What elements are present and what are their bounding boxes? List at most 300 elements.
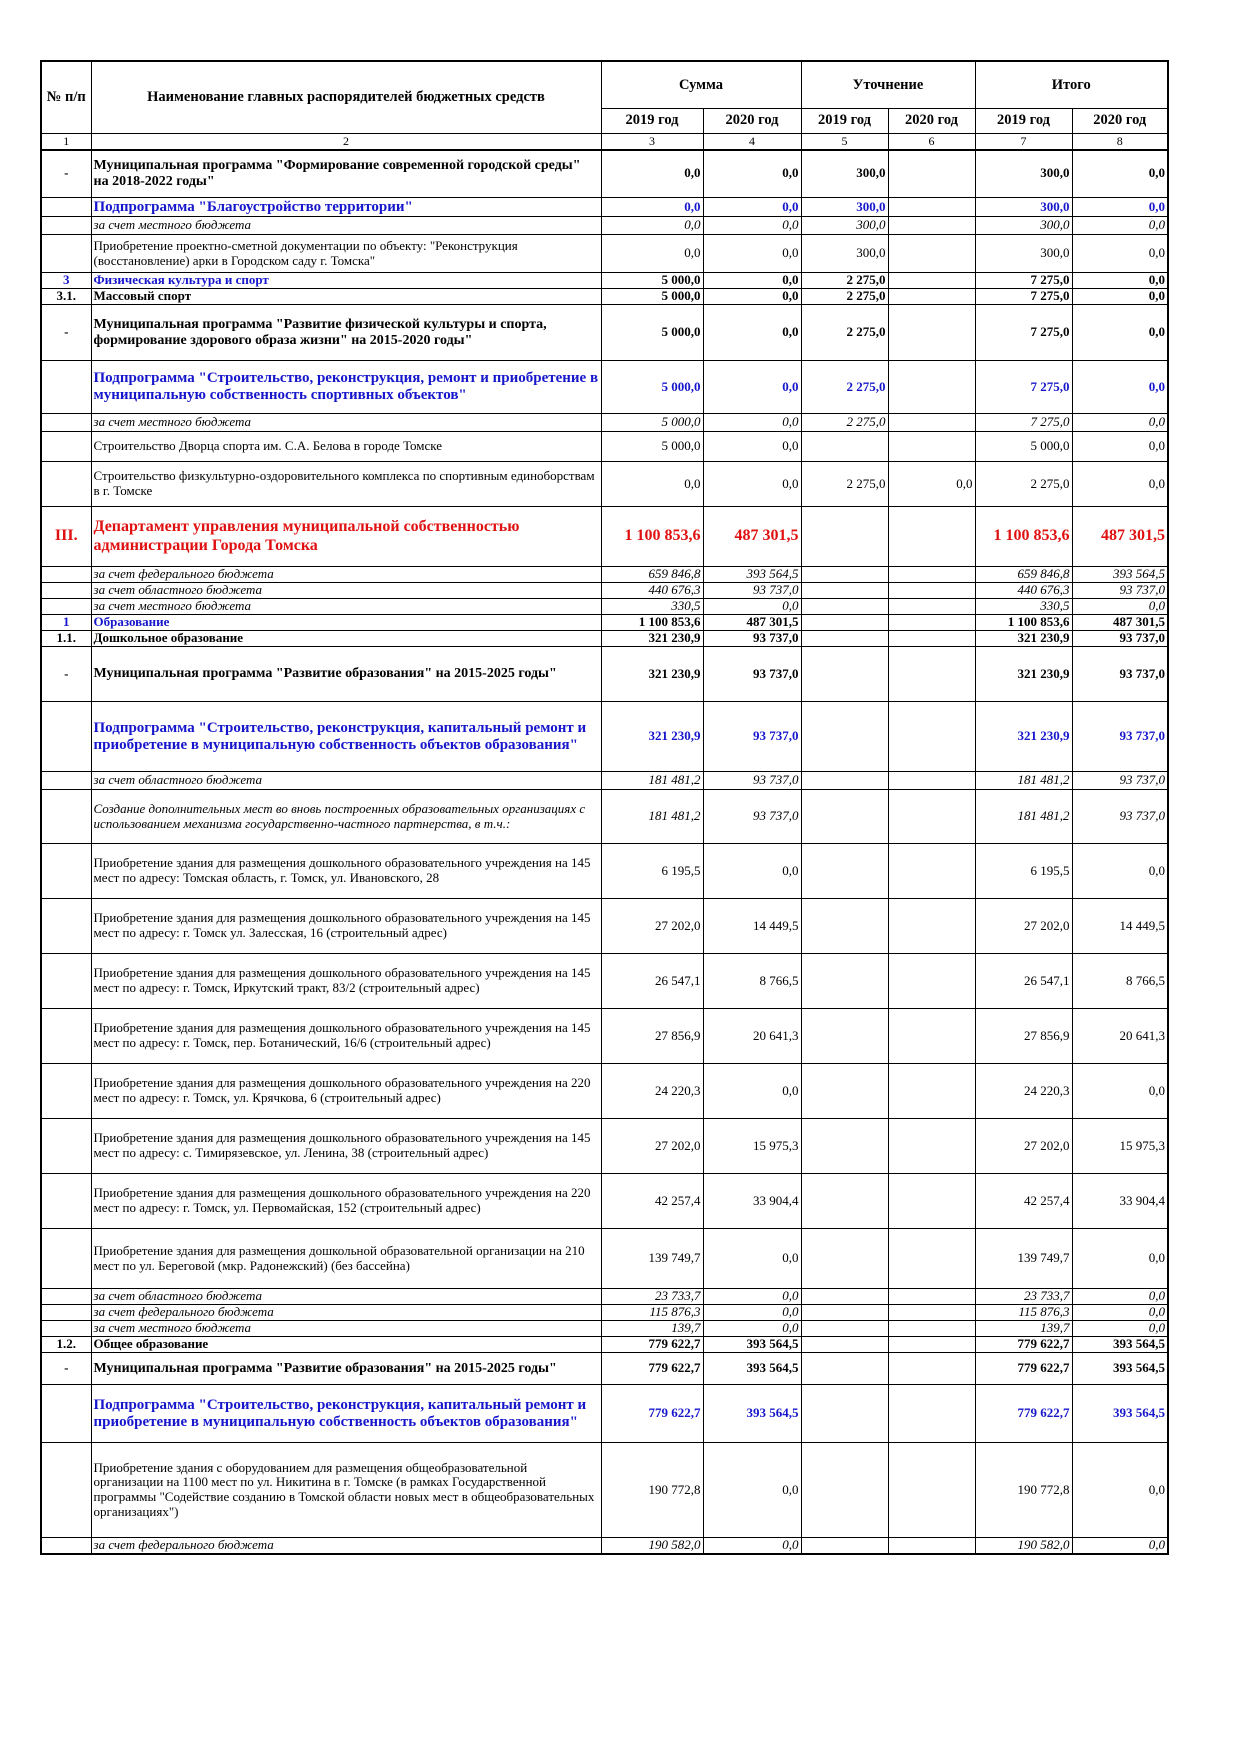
value-sum-2019: 1 100 853,6 bbox=[601, 615, 703, 631]
row-name: Массовый спорт bbox=[91, 289, 601, 305]
value-sum-2020: 0,0 bbox=[703, 150, 801, 198]
row-number bbox=[41, 599, 91, 615]
row-name: Приобретение проектно-сметной документации по объекту: "Реконструкция (восстановление) арки в Городском саду г. Томска" bbox=[91, 235, 601, 273]
value-total-2019: 190 772,8 bbox=[975, 1443, 1072, 1538]
value-sum-2020: 93 737,0 bbox=[703, 702, 801, 772]
value-adj-2019: 2 275,0 bbox=[801, 462, 888, 507]
table-row bbox=[41, 631, 1168, 647]
row-number: 3.1. bbox=[41, 289, 91, 305]
value-total-2019: 27 202,0 bbox=[975, 1119, 1072, 1174]
value-total-2019: 181 481,2 bbox=[975, 790, 1072, 844]
row-number: 1.1. bbox=[41, 631, 91, 647]
value-sum-2020: 0,0 bbox=[703, 462, 801, 507]
value-sum-2019: 5 000,0 bbox=[601, 273, 703, 289]
value-adj-2019: 300,0 bbox=[801, 150, 888, 198]
row-number bbox=[41, 235, 91, 273]
value-sum-2019: 5 000,0 bbox=[601, 361, 703, 414]
row-name: Приобретение здания для размещения дошкольной образовательной организации на 210 мест по ул. Береговой (мкр. Радонежский) (без бассейна) bbox=[91, 1229, 601, 1289]
value-adj-2019 bbox=[801, 1538, 888, 1554]
header-year: 2019 год bbox=[601, 108, 703, 133]
value-total-2020: 15 975,3 bbox=[1072, 1119, 1168, 1174]
row-number bbox=[41, 1538, 91, 1554]
value-total-2020: 0,0 bbox=[1072, 462, 1168, 507]
value-adj-2019 bbox=[801, 1289, 888, 1305]
row-name: за счет федерального бюджета bbox=[91, 1538, 601, 1554]
value-adj-2020 bbox=[888, 631, 975, 647]
row-name: за счет местного бюджета bbox=[91, 1321, 601, 1337]
table-header bbox=[41, 61, 1168, 150]
table-row bbox=[41, 305, 1168, 361]
table-row bbox=[41, 414, 1168, 432]
value-adj-2020 bbox=[888, 1353, 975, 1385]
value-sum-2019: 0,0 bbox=[601, 198, 703, 217]
row-number bbox=[41, 217, 91, 235]
table-row bbox=[41, 1321, 1168, 1337]
row-name: Строительство физкультурно-оздоровительного комплекса по спортивным единоборствам в г. Томске bbox=[91, 462, 601, 507]
column-number: 3 bbox=[601, 133, 703, 150]
value-sum-2020: 0,0 bbox=[703, 1305, 801, 1321]
value-total-2019: 1 100 853,6 bbox=[975, 507, 1072, 567]
value-adj-2020 bbox=[888, 432, 975, 462]
row-number: 1 bbox=[41, 615, 91, 631]
table-row bbox=[41, 1385, 1168, 1443]
value-sum-2020: 0,0 bbox=[703, 1321, 801, 1337]
value-sum-2020: 15 975,3 bbox=[703, 1119, 801, 1174]
value-sum-2020: 0,0 bbox=[703, 217, 801, 235]
value-total-2020: 393 564,5 bbox=[1072, 567, 1168, 583]
table-row bbox=[41, 1229, 1168, 1289]
value-sum-2020: 93 737,0 bbox=[703, 631, 801, 647]
value-sum-2020: 0,0 bbox=[703, 235, 801, 273]
value-sum-2019: 6 195,5 bbox=[601, 844, 703, 899]
value-total-2020: 0,0 bbox=[1072, 289, 1168, 305]
row-name: за счет областного бюджета bbox=[91, 583, 601, 599]
table-row bbox=[41, 1305, 1168, 1321]
value-sum-2020: 0,0 bbox=[703, 1443, 801, 1538]
row-number: 3 bbox=[41, 273, 91, 289]
table-row bbox=[41, 567, 1168, 583]
value-total-2020: 0,0 bbox=[1072, 1305, 1168, 1321]
value-sum-2019: 440 676,3 bbox=[601, 583, 703, 599]
value-adj-2020 bbox=[888, 599, 975, 615]
table-row bbox=[41, 772, 1168, 790]
value-adj-2020 bbox=[888, 772, 975, 790]
value-adj-2020 bbox=[888, 273, 975, 289]
value-total-2020: 0,0 bbox=[1072, 1538, 1168, 1554]
table-row bbox=[41, 615, 1168, 631]
value-adj-2020 bbox=[888, 289, 975, 305]
value-adj-2020 bbox=[888, 1305, 975, 1321]
value-sum-2020: 0,0 bbox=[703, 1064, 801, 1119]
value-adj-2019 bbox=[801, 507, 888, 567]
value-sum-2019: 5 000,0 bbox=[601, 305, 703, 361]
value-adj-2019 bbox=[801, 702, 888, 772]
value-total-2019: 300,0 bbox=[975, 150, 1072, 198]
table-row bbox=[41, 599, 1168, 615]
value-sum-2020: 33 904,4 bbox=[703, 1174, 801, 1229]
table-row bbox=[41, 583, 1168, 599]
value-sum-2020: 0,0 bbox=[703, 289, 801, 305]
value-total-2020: 0,0 bbox=[1072, 1064, 1168, 1119]
value-sum-2019: 5 000,0 bbox=[601, 289, 703, 305]
value-sum-2019: 1 100 853,6 bbox=[601, 507, 703, 567]
value-sum-2020: 487 301,5 bbox=[703, 507, 801, 567]
table-row bbox=[41, 235, 1168, 273]
row-name: за счет областного бюджета bbox=[91, 772, 601, 790]
table-row bbox=[41, 217, 1168, 235]
value-sum-2020: 487 301,5 bbox=[703, 615, 801, 631]
row-name: Муниципальная программа "Развитие физической культуры и спорта, формирование здорового образа жизни" на 2015-2020 годы" bbox=[91, 305, 601, 361]
table-row bbox=[41, 150, 1168, 198]
row-name: за счет местного бюджета bbox=[91, 414, 601, 432]
row-name: Приобретение здания для размещения дошкольного образовательного учреждения на 145 мест по адресу: с. Тимирязевское, ул. Ленина, 38 (строительный адрес) bbox=[91, 1119, 601, 1174]
row-number: - bbox=[41, 305, 91, 361]
value-adj-2020 bbox=[888, 1229, 975, 1289]
row-number bbox=[41, 462, 91, 507]
value-sum-2020: 0,0 bbox=[703, 414, 801, 432]
value-adj-2019 bbox=[801, 583, 888, 599]
value-adj-2020: 0,0 bbox=[888, 462, 975, 507]
value-total-2019: 1 100 853,6 bbox=[975, 615, 1072, 631]
value-total-2019: 181 481,2 bbox=[975, 772, 1072, 790]
value-total-2020: 0,0 bbox=[1072, 1321, 1168, 1337]
value-adj-2020 bbox=[888, 899, 975, 954]
value-adj-2019 bbox=[801, 647, 888, 702]
value-adj-2019 bbox=[801, 1174, 888, 1229]
value-sum-2019: 190 582,0 bbox=[601, 1538, 703, 1554]
value-sum-2020: 0,0 bbox=[703, 305, 801, 361]
value-total-2020: 0,0 bbox=[1072, 1443, 1168, 1538]
value-adj-2020 bbox=[888, 1321, 975, 1337]
value-adj-2020 bbox=[888, 414, 975, 432]
table-row bbox=[41, 1443, 1168, 1538]
value-adj-2020 bbox=[888, 198, 975, 217]
row-name: Строительство Дворца спорта им. С.А. Белова в городе Томске bbox=[91, 432, 601, 462]
value-total-2020: 14 449,5 bbox=[1072, 899, 1168, 954]
value-sum-2019: 659 846,8 bbox=[601, 567, 703, 583]
header-year: 2020 год bbox=[1072, 108, 1168, 133]
value-adj-2019 bbox=[801, 790, 888, 844]
value-sum-2019: 779 622,7 bbox=[601, 1337, 703, 1353]
value-adj-2019 bbox=[801, 1064, 888, 1119]
value-adj-2019 bbox=[801, 899, 888, 954]
table-row bbox=[41, 702, 1168, 772]
row-name: Дошкольное образование bbox=[91, 631, 601, 647]
row-number: III. bbox=[41, 507, 91, 567]
row-number bbox=[41, 583, 91, 599]
row-number: - bbox=[41, 150, 91, 198]
value-total-2019: 779 622,7 bbox=[975, 1337, 1072, 1353]
value-adj-2020 bbox=[888, 507, 975, 567]
value-total-2020: 0,0 bbox=[1072, 432, 1168, 462]
value-sum-2019: 5 000,0 bbox=[601, 432, 703, 462]
row-number bbox=[41, 899, 91, 954]
value-total-2019: 779 622,7 bbox=[975, 1353, 1072, 1385]
value-total-2019: 139 749,7 bbox=[975, 1229, 1072, 1289]
column-number: 1 bbox=[41, 133, 91, 150]
value-total-2019: 7 275,0 bbox=[975, 289, 1072, 305]
value-sum-2020: 0,0 bbox=[703, 1229, 801, 1289]
value-sum-2019: 181 481,2 bbox=[601, 790, 703, 844]
value-sum-2020: 0,0 bbox=[703, 1289, 801, 1305]
value-sum-2020: 393 564,5 bbox=[703, 1385, 801, 1443]
value-sum-2019: 321 230,9 bbox=[601, 647, 703, 702]
value-total-2020: 393 564,5 bbox=[1072, 1337, 1168, 1353]
value-total-2020: 0,0 bbox=[1072, 414, 1168, 432]
value-adj-2020 bbox=[888, 1119, 975, 1174]
value-adj-2020 bbox=[888, 1443, 975, 1538]
value-adj-2019 bbox=[801, 1385, 888, 1443]
row-number bbox=[41, 1229, 91, 1289]
table-row bbox=[41, 1064, 1168, 1119]
row-number bbox=[41, 954, 91, 1009]
value-sum-2020: 8 766,5 bbox=[703, 954, 801, 1009]
value-sum-2020: 93 737,0 bbox=[703, 790, 801, 844]
value-sum-2020: 20 641,3 bbox=[703, 1009, 801, 1064]
column-number: 7 bbox=[975, 133, 1072, 150]
row-number bbox=[41, 198, 91, 217]
value-total-2019: 5 000,0 bbox=[975, 432, 1072, 462]
value-total-2020: 0,0 bbox=[1072, 305, 1168, 361]
row-name: за счет местного бюджета bbox=[91, 599, 601, 615]
value-adj-2019 bbox=[801, 1321, 888, 1337]
row-number: 1.2. bbox=[41, 1337, 91, 1353]
value-sum-2020: 0,0 bbox=[703, 599, 801, 615]
value-adj-2020 bbox=[888, 583, 975, 599]
value-adj-2019 bbox=[801, 1009, 888, 1064]
row-name: Подпрограмма "Строительство, реконструкция, капитальный ремонт и приобретение в муниципальную собственность объектов образования" bbox=[91, 702, 601, 772]
value-sum-2020: 393 564,5 bbox=[703, 567, 801, 583]
value-adj-2020 bbox=[888, 954, 975, 1009]
value-total-2019: 139,7 bbox=[975, 1321, 1072, 1337]
value-sum-2020: 393 564,5 bbox=[703, 1353, 801, 1385]
value-adj-2019 bbox=[801, 631, 888, 647]
value-adj-2019: 300,0 bbox=[801, 217, 888, 235]
header-name: Наименование главных распорядителей бюджетных средств bbox=[91, 61, 601, 133]
value-total-2019: 27 856,9 bbox=[975, 1009, 1072, 1064]
value-total-2020: 93 737,0 bbox=[1072, 702, 1168, 772]
row-number bbox=[41, 1064, 91, 1119]
value-total-2020: 0,0 bbox=[1072, 235, 1168, 273]
value-sum-2019: 321 230,9 bbox=[601, 702, 703, 772]
value-sum-2019: 115 876,3 bbox=[601, 1305, 703, 1321]
row-name: Подпрограмма "Строительство, реконструкция, ремонт и приобретение в муниципальную собственность спортивных объектов" bbox=[91, 361, 601, 414]
value-total-2020: 8 766,5 bbox=[1072, 954, 1168, 1009]
row-number bbox=[41, 1321, 91, 1337]
value-total-2020: 0,0 bbox=[1072, 1289, 1168, 1305]
value-sum-2019: 321 230,9 bbox=[601, 631, 703, 647]
value-adj-2019 bbox=[801, 1337, 888, 1353]
value-total-2019: 659 846,8 bbox=[975, 567, 1072, 583]
value-total-2020: 487 301,5 bbox=[1072, 615, 1168, 631]
value-sum-2019: 139 749,7 bbox=[601, 1229, 703, 1289]
value-adj-2019 bbox=[801, 844, 888, 899]
row-name: Муниципальная программа "Развитие образования" на 2015-2025 годы" bbox=[91, 647, 601, 702]
row-name: за счет местного бюджета bbox=[91, 217, 601, 235]
value-adj-2019 bbox=[801, 1305, 888, 1321]
value-sum-2019: 27 856,9 bbox=[601, 1009, 703, 1064]
value-sum-2019: 139,7 bbox=[601, 1321, 703, 1337]
row-name: за счет федерального бюджета bbox=[91, 567, 601, 583]
row-number bbox=[41, 567, 91, 583]
budget-table bbox=[40, 60, 1169, 1555]
value-adj-2020 bbox=[888, 1337, 975, 1353]
table-body bbox=[41, 150, 1168, 1554]
row-name: Приобретение здания для размещения дошкольного образовательного учреждения на 145 мест по адресу: г. Томск, пер. Ботанический, 16/6 (строительный адрес) bbox=[91, 1009, 601, 1064]
header-year: 2020 год bbox=[888, 108, 975, 133]
value-total-2019: 24 220,3 bbox=[975, 1064, 1072, 1119]
value-total-2020: 93 737,0 bbox=[1072, 647, 1168, 702]
value-sum-2020: 93 737,0 bbox=[703, 647, 801, 702]
row-name: Муниципальная программа "Формирование современной городской среды" на 2018-2022 годы" bbox=[91, 150, 601, 198]
value-sum-2019: 0,0 bbox=[601, 235, 703, 273]
row-number bbox=[41, 790, 91, 844]
row-number bbox=[41, 432, 91, 462]
header-num: № п/п bbox=[41, 61, 91, 133]
value-sum-2019: 779 622,7 bbox=[601, 1385, 703, 1443]
row-number bbox=[41, 361, 91, 414]
row-number bbox=[41, 1289, 91, 1305]
row-number bbox=[41, 1385, 91, 1443]
value-total-2019: 321 230,9 bbox=[975, 702, 1072, 772]
value-sum-2019: 24 220,3 bbox=[601, 1064, 703, 1119]
value-sum-2020: 0,0 bbox=[703, 273, 801, 289]
value-total-2019: 2 275,0 bbox=[975, 462, 1072, 507]
value-sum-2020: 0,0 bbox=[703, 844, 801, 899]
value-total-2020: 33 904,4 bbox=[1072, 1174, 1168, 1229]
value-sum-2020: 393 564,5 bbox=[703, 1337, 801, 1353]
value-adj-2020 bbox=[888, 647, 975, 702]
value-sum-2020: 93 737,0 bbox=[703, 583, 801, 599]
value-adj-2019: 2 275,0 bbox=[801, 414, 888, 432]
row-name: Приобретение здания для размещения дошкольного образовательного учреждения на 145 мест по адресу: г. Томск, Иркутский тракт, 83/2 (строительный адрес) bbox=[91, 954, 601, 1009]
value-total-2020: 0,0 bbox=[1072, 273, 1168, 289]
value-sum-2019: 779 622,7 bbox=[601, 1353, 703, 1385]
value-adj-2019 bbox=[801, 615, 888, 631]
value-sum-2019: 5 000,0 bbox=[601, 414, 703, 432]
value-adj-2020 bbox=[888, 150, 975, 198]
row-name: за счет федерального бюджета bbox=[91, 1305, 601, 1321]
row-number bbox=[41, 844, 91, 899]
row-number: - bbox=[41, 647, 91, 702]
value-adj-2019 bbox=[801, 567, 888, 583]
row-number bbox=[41, 772, 91, 790]
value-total-2020: 0,0 bbox=[1072, 1229, 1168, 1289]
row-name: за счет областного бюджета bbox=[91, 1289, 601, 1305]
value-total-2019: 330,5 bbox=[975, 599, 1072, 615]
value-total-2020: 393 564,5 bbox=[1072, 1385, 1168, 1443]
column-number: 2 bbox=[91, 133, 601, 150]
value-adj-2019 bbox=[801, 1353, 888, 1385]
value-sum-2020: 14 449,5 bbox=[703, 899, 801, 954]
row-number bbox=[41, 414, 91, 432]
value-total-2019: 7 275,0 bbox=[975, 305, 1072, 361]
value-adj-2020 bbox=[888, 235, 975, 273]
table-row bbox=[41, 954, 1168, 1009]
table-row bbox=[41, 647, 1168, 702]
header-group-total: Итого bbox=[975, 61, 1168, 108]
value-adj-2019: 2 275,0 bbox=[801, 289, 888, 305]
value-total-2020: 93 737,0 bbox=[1072, 790, 1168, 844]
row-number bbox=[41, 1305, 91, 1321]
value-adj-2020 bbox=[888, 1064, 975, 1119]
row-number bbox=[41, 702, 91, 772]
row-number: - bbox=[41, 1353, 91, 1385]
value-total-2019: 300,0 bbox=[975, 198, 1072, 217]
row-name: Создание дополнительных мест во вновь построенных образовательных организациях с использованием механизма государственно-частного партнерства, в т.ч.: bbox=[91, 790, 601, 844]
header-group-sum: Сумма bbox=[601, 61, 801, 108]
value-sum-2019: 0,0 bbox=[601, 150, 703, 198]
row-name: Физическая культура и спорт bbox=[91, 273, 601, 289]
table-row bbox=[41, 1009, 1168, 1064]
value-adj-2019: 300,0 bbox=[801, 235, 888, 273]
row-number bbox=[41, 1009, 91, 1064]
value-sum-2019: 27 202,0 bbox=[601, 1119, 703, 1174]
value-adj-2020 bbox=[888, 615, 975, 631]
value-adj-2019: 300,0 bbox=[801, 198, 888, 217]
row-name: Приобретение здания для размещения дошкольного образовательного учреждения на 220 мест по адресу: г. Томск, ул. Крячкова, 6 (строительный адрес) bbox=[91, 1064, 601, 1119]
value-adj-2019: 2 275,0 bbox=[801, 305, 888, 361]
value-adj-2020 bbox=[888, 844, 975, 899]
value-adj-2019 bbox=[801, 1229, 888, 1289]
row-name: Общее образование bbox=[91, 1337, 601, 1353]
value-sum-2019: 330,5 bbox=[601, 599, 703, 615]
value-adj-2019 bbox=[801, 599, 888, 615]
value-adj-2020 bbox=[888, 361, 975, 414]
value-adj-2020 bbox=[888, 1009, 975, 1064]
value-adj-2020 bbox=[888, 1289, 975, 1305]
table-row bbox=[41, 1337, 1168, 1353]
value-total-2019: 115 876,3 bbox=[975, 1305, 1072, 1321]
table-row bbox=[41, 1289, 1168, 1305]
header-year: 2020 год bbox=[703, 108, 801, 133]
value-total-2020: 0,0 bbox=[1072, 198, 1168, 217]
table-row bbox=[41, 1353, 1168, 1385]
table-row bbox=[41, 899, 1168, 954]
value-total-2019: 7 275,0 bbox=[975, 273, 1072, 289]
row-name: Подпрограмма "Строительство, реконструкция, капитальный ремонт и приобретение в муниципальную собственность объектов образования" bbox=[91, 1385, 601, 1443]
header-year: 2019 год bbox=[801, 108, 888, 133]
value-adj-2019 bbox=[801, 772, 888, 790]
table-row bbox=[41, 462, 1168, 507]
value-sum-2020: 0,0 bbox=[703, 198, 801, 217]
value-total-2019: 440 676,3 bbox=[975, 583, 1072, 599]
value-total-2020: 93 737,0 bbox=[1072, 631, 1168, 647]
value-total-2019: 321 230,9 bbox=[975, 631, 1072, 647]
row-number bbox=[41, 1174, 91, 1229]
value-adj-2019 bbox=[801, 1119, 888, 1174]
value-sum-2019: 23 733,7 bbox=[601, 1289, 703, 1305]
table-row bbox=[41, 1119, 1168, 1174]
value-sum-2020: 93 737,0 bbox=[703, 772, 801, 790]
value-sum-2019: 27 202,0 bbox=[601, 899, 703, 954]
row-name: Приобретение здания для размещения дошкольного образовательного учреждения на 145 мест по адресу: Томская область, г. Томск, ул. Ивановского, 28 bbox=[91, 844, 601, 899]
value-total-2019: 23 733,7 bbox=[975, 1289, 1072, 1305]
value-total-2019: 6 195,5 bbox=[975, 844, 1072, 899]
value-total-2019: 300,0 bbox=[975, 217, 1072, 235]
value-total-2020: 20 641,3 bbox=[1072, 1009, 1168, 1064]
row-name: Подпрограмма "Благоустройство территории" bbox=[91, 198, 601, 217]
value-sum-2019: 42 257,4 bbox=[601, 1174, 703, 1229]
value-adj-2019: 2 275,0 bbox=[801, 361, 888, 414]
table-row bbox=[41, 507, 1168, 567]
value-adj-2019 bbox=[801, 1443, 888, 1538]
value-total-2019: 7 275,0 bbox=[975, 361, 1072, 414]
value-sum-2019: 181 481,2 bbox=[601, 772, 703, 790]
table-row bbox=[41, 361, 1168, 414]
row-name: Приобретение здания для размещения дошкольного образовательного учреждения на 220 мест по адресу: г. Томск, ул. Первомайская, 152 (строительный адрес) bbox=[91, 1174, 601, 1229]
column-number: 4 bbox=[703, 133, 801, 150]
